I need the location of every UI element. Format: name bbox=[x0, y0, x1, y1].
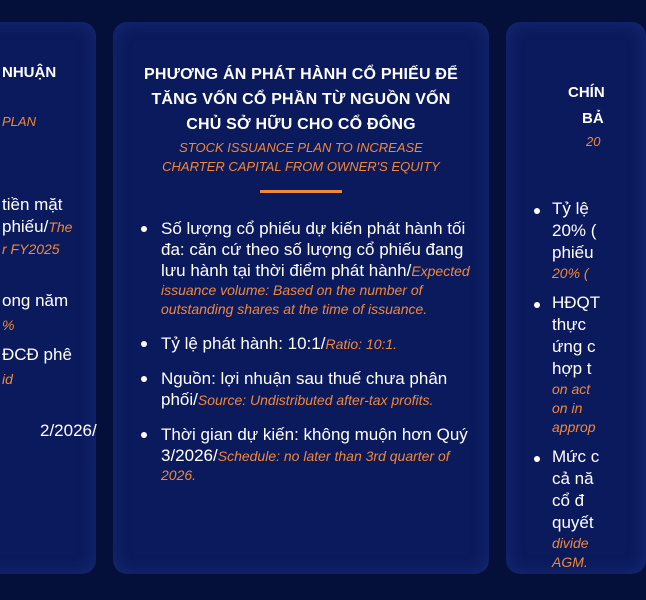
right-text-line: cả nă bbox=[552, 469, 594, 488]
bullet-dot-icon bbox=[141, 226, 147, 232]
left-text-line: ong năm bbox=[2, 291, 69, 310]
right-text-line: 20% ( bbox=[552, 265, 589, 281]
bullet-dot-icon bbox=[534, 208, 540, 214]
left-card-title: NHUẬN bbox=[2, 64, 57, 81]
right-text-line: approp bbox=[552, 419, 596, 435]
card-subtitle bbox=[113, 138, 489, 176]
card-title-line: PHƯƠNG ÁN PHÁT HÀNH CỔ PHIẾU ĐỂ bbox=[143, 66, 459, 83]
card-title-line: TĂNG VỐN CỔ PHẦN TỪ NGUỒN VỐN bbox=[151, 91, 451, 108]
left-text-line: id bbox=[2, 371, 13, 387]
bullet-item bbox=[139, 218, 473, 319]
left-card-subtitle: PLAN bbox=[2, 114, 36, 129]
right-info-card bbox=[506, 22, 646, 574]
card-subtitle-line: CHARTER CAPITAL FROM OWNER'S EQUITY bbox=[162, 159, 440, 174]
left-text-line: phiếu/The bbox=[2, 217, 73, 236]
bullet-list bbox=[139, 218, 473, 499]
stock-issuance-card bbox=[113, 22, 489, 574]
card-title-line: CHỦ SỞ HỮU CHO CỔ ĐÔNG bbox=[186, 116, 416, 133]
right-text-line: on act bbox=[552, 381, 591, 397]
right-text-line: hợp t bbox=[552, 359, 592, 378]
left-text-line: tiền mặt bbox=[2, 195, 63, 214]
title-divider bbox=[260, 190, 342, 193]
right-text-line: phiếu bbox=[552, 243, 594, 262]
left-text-line: r FY2025 bbox=[2, 241, 60, 257]
right-text-line: Mức c bbox=[552, 447, 600, 466]
right-text-line: ứng c bbox=[552, 337, 596, 356]
bullet-item bbox=[139, 424, 473, 485]
bullet-text-en: Source: Undistributed after-tax profits. bbox=[197, 392, 434, 408]
bullet-dot-icon bbox=[141, 341, 147, 347]
right-text-line: Tỷ lệ bbox=[552, 199, 589, 218]
bullet-text-vi: Nguồn: lợi nhuận sau thuế chưa phân phối/ bbox=[161, 369, 448, 409]
right-text-line: HĐQT bbox=[552, 293, 601, 312]
bullet-item bbox=[139, 368, 473, 410]
right-card-title-line2: BẢ bbox=[582, 110, 604, 127]
left-text-line: ĐCĐ phê bbox=[2, 345, 72, 364]
right-text-line: quyết bbox=[552, 513, 594, 532]
bullet-dot-icon bbox=[141, 432, 147, 438]
bullet-text-en: Expected issuance volume: Based on the number of outstanding shares at the time of issuance. bbox=[161, 263, 470, 317]
left-text-line: % bbox=[2, 317, 15, 333]
left-text-line: 2/2026/ bbox=[40, 421, 97, 440]
right-text-line: divide bbox=[552, 535, 589, 551]
right-card-subtitle: 20 bbox=[586, 134, 601, 149]
bullet-text-vi: Thời gian dự kiến: không muộn hơn Quý 3/2026/ bbox=[161, 425, 468, 465]
bullet-text-en: Ratio: 10:1. bbox=[325, 336, 398, 352]
card-subtitle-line: STOCK ISSUANCE PLAN TO INCREASE bbox=[179, 140, 423, 155]
bullet-dot-icon bbox=[534, 456, 540, 462]
bullet-text-vi: Số lượng cổ phiếu dự kiến phát hành tối đa: căn cứ theo số lượng cổ phiếu đang lưu hành tại thời điểm phát hành/ bbox=[161, 219, 466, 280]
bullet-dot-icon bbox=[141, 376, 147, 382]
bullet-text-en: Schedule: no later than 3rd quarter of 2026. bbox=[161, 448, 450, 483]
card-title bbox=[113, 62, 489, 137]
right-card-title: CHÍN bbox=[568, 84, 605, 101]
right-text-line: thực bbox=[552, 315, 587, 334]
bullet-dot-icon bbox=[534, 302, 540, 308]
right-text-line: 20% ( bbox=[552, 221, 597, 240]
right-text-line: AGM. bbox=[552, 554, 588, 570]
left-info-card bbox=[0, 22, 96, 574]
bullet-text-vi: Tỷ lệ phát hành: 10:1/ bbox=[161, 334, 326, 353]
right-text-line: cổ đ bbox=[552, 491, 585, 510]
right-text-line: on in bbox=[552, 400, 583, 416]
bullet-item bbox=[139, 333, 473, 354]
